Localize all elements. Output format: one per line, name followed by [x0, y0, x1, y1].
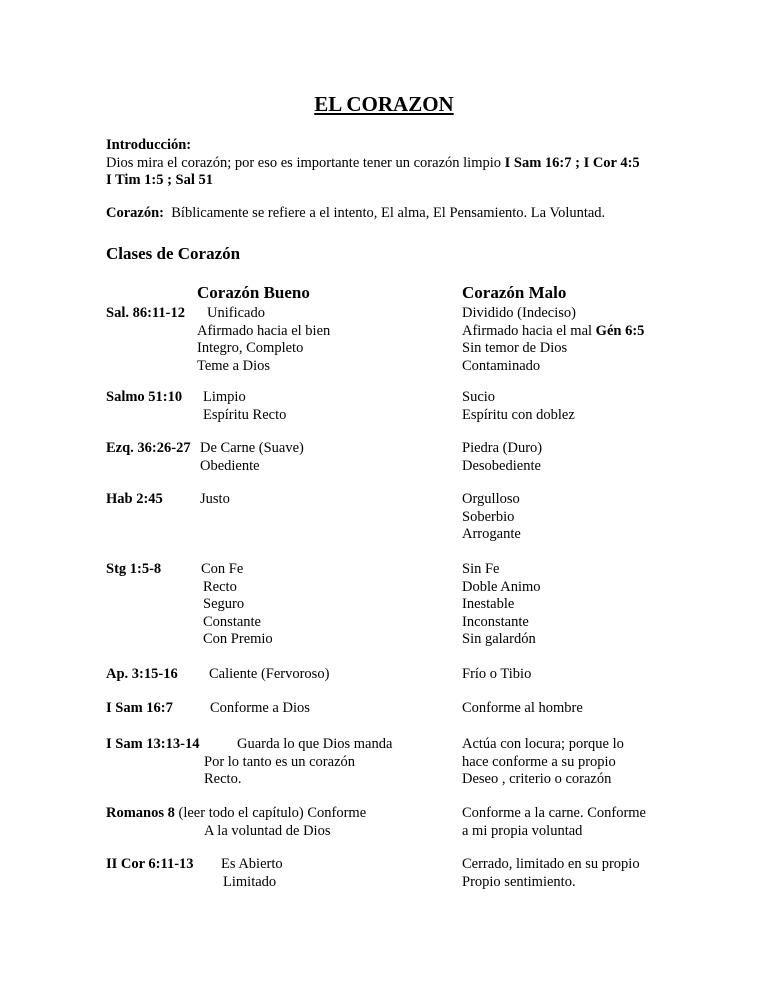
good-item: Integro, Completo	[197, 340, 304, 356]
bad-item: Cerrado, limitado en su propio	[462, 856, 640, 872]
good-item: Por lo tanto es un corazón	[204, 753, 356, 770]
good-item: Teme a Dios	[197, 357, 271, 374]
row-reference: Ap. 3:15-16	[106, 666, 178, 682]
bad-item: Soberbio	[462, 508, 515, 525]
bad-item-reference: Gén 6:5	[595, 322, 645, 339]
good-item: Obediente	[200, 457, 260, 474]
bad-column	[462, 805, 646, 840]
good-column	[200, 491, 230, 509]
bad-item: Inconstante	[462, 613, 529, 630]
bad-column	[462, 700, 583, 718]
good-column-continued	[204, 754, 355, 789]
good-item: Limpio	[203, 389, 246, 405]
intro-references-1: I Sam 16:7 ; I Cor 4:5	[504, 154, 640, 171]
row-reference: Romanos 8	[106, 805, 175, 821]
bad-column	[462, 856, 640, 891]
good-item: Afirmado hacia el bien	[197, 322, 331, 339]
bad-item: Orgulloso	[462, 491, 520, 507]
good-item: Es Abierto	[221, 856, 283, 872]
bad-item: Contaminado	[462, 357, 541, 374]
good-item: Caliente (Fervoroso)	[209, 666, 330, 682]
section-title: Clases de Corazón	[106, 244, 241, 263]
good-item: Conforme a Dios	[210, 700, 310, 716]
good-column	[209, 666, 329, 684]
row-reference: Sal. 86:11-12	[106, 305, 185, 321]
good-column	[204, 823, 330, 841]
definition-label: Corazón:	[106, 205, 164, 221]
header-good-heart: Corazón Bueno	[197, 283, 310, 302]
bad-column	[462, 561, 541, 649]
good-item: Seguro	[203, 596, 245, 612]
row-reference: Stg 1:5-8	[106, 561, 162, 577]
good-item: Recto	[203, 578, 237, 595]
good-item: Constante	[203, 613, 261, 630]
bad-item: Actúa con locura; porque lo	[462, 736, 624, 752]
bad-item: Dividido (Indeciso)	[462, 305, 576, 321]
intro-references-2: I Tim 1:5 ; Sal 51	[106, 172, 214, 188]
bad-column	[462, 491, 521, 544]
bad-item: Sucio	[462, 389, 496, 405]
good-item: Con Fe	[201, 561, 244, 577]
intro-label: Introducción:	[106, 137, 192, 153]
bad-column	[462, 666, 531, 684]
bad-column	[462, 305, 644, 375]
bad-item: Doble Animo	[462, 578, 541, 595]
good-item: Unificado	[207, 305, 265, 321]
good-column	[200, 440, 304, 475]
definition-text: Bíblicamente se refiere a el intento, El alma, El Pensamiento. La Voluntad.	[164, 205, 606, 221]
bad-item: Arrogante	[462, 526, 521, 542]
bad-item: Sin Fe	[462, 561, 500, 577]
bad-item: Inestable	[462, 596, 515, 612]
bad-item: Frío o Tibio	[462, 666, 532, 682]
row-reference: I Sam 16:7	[106, 700, 173, 716]
bad-column	[462, 736, 624, 789]
bad-item: Conforme al hombre	[462, 700, 583, 716]
row-reference: I Sam 13:13-14	[106, 736, 200, 752]
row-reference-romanos	[106, 805, 366, 823]
good-column	[197, 389, 286, 424]
intro-text: Dios mira el corazón; por eso es importante tener un corazón limpio	[106, 154, 505, 171]
introduction	[106, 137, 640, 190]
row-reference: Salmo 51:10	[106, 389, 183, 405]
good-column	[201, 561, 273, 649]
bad-item: Sin temor de Dios	[462, 340, 568, 356]
bad-item	[462, 323, 644, 341]
good-column	[197, 305, 330, 375]
intro-line-1	[106, 155, 640, 173]
row-reference-note: (leer todo el capítulo) Conforme	[174, 805, 367, 821]
bad-item: Espíritu con doblez	[462, 406, 575, 423]
bad-item: Propio sentimiento.	[462, 873, 576, 890]
good-column	[210, 700, 310, 718]
good-item: De Carne (Suave)	[200, 440, 304, 456]
bad-item: Desobediente	[462, 457, 541, 474]
good-column	[237, 736, 392, 754]
good-column	[221, 856, 283, 891]
row-reference: II Cor 6:11-13	[106, 856, 194, 872]
good-item: Guarda lo que Dios manda	[237, 736, 393, 752]
definition	[106, 205, 605, 223]
row-reference: Ezq. 36:26-27	[106, 440, 191, 456]
page-title: EL CORAZON	[314, 92, 454, 116]
good-item: Justo	[200, 491, 230, 507]
bad-item-text: Afirmado hacia el mal	[462, 322, 596, 339]
bad-column	[462, 389, 575, 424]
good-item: Limitado	[223, 873, 277, 890]
header-bad-heart: Corazón Malo	[462, 283, 567, 302]
bad-item: Sin galardón	[462, 631, 536, 647]
good-item: Recto.	[204, 771, 242, 787]
bad-column	[462, 440, 542, 475]
good-item: Con Premio	[203, 631, 273, 647]
bad-item: Conforme a la carne. Conforme	[462, 805, 646, 821]
bad-item: hace conforme a su propio	[462, 753, 616, 770]
good-item: Espíritu Recto	[203, 406, 287, 423]
bad-item: a mi propia voluntad	[462, 822, 583, 839]
row-reference: Hab 2:45	[106, 491, 163, 507]
bad-item: Piedra (Duro)	[462, 440, 543, 456]
bad-item: Deseo , criterio o corazón	[462, 771, 612, 787]
good-item: A la voluntad de Dios	[204, 822, 331, 839]
